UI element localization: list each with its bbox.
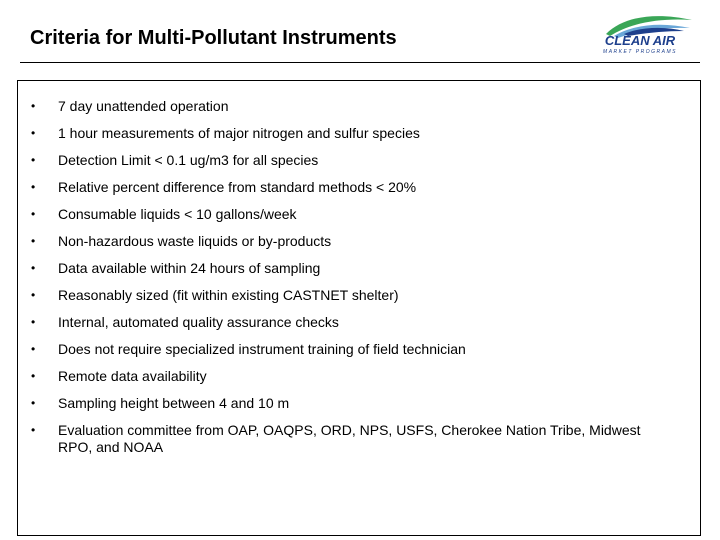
list-item-text: Internal, automated quality assurance checks xyxy=(58,314,339,330)
list-item xyxy=(18,152,700,179)
clean-air-logo xyxy=(584,12,696,58)
page-title: Criteria for Multi-Pollutant Instruments xyxy=(30,27,397,49)
list-item-text: Evaluation committee from OAP, OAQPS, ORD, NPS, USFS, Cherokee Nation Tribe, Midwest RPO, and NOAA xyxy=(58,422,641,455)
list-item xyxy=(18,233,700,260)
criteria-list xyxy=(18,98,700,456)
list-item-text: Consumable liquids < 10 gallons/week xyxy=(58,206,297,222)
list-item-text: Relative percent difference from standard methods < 20% xyxy=(58,179,417,195)
list-item xyxy=(18,314,700,341)
list-item xyxy=(18,260,700,287)
bullet-marker: • xyxy=(31,315,36,329)
bullet-marker: • xyxy=(31,396,36,410)
list-item-text: Sampling height between 4 and 10 m xyxy=(58,395,290,411)
list-item xyxy=(18,422,700,456)
list-item xyxy=(18,179,700,206)
list-item-text: Does not require specialized instrument training of field technician xyxy=(58,341,466,357)
list-item xyxy=(18,125,700,152)
list-item-text: Non-hazardous waste liquids or by-products xyxy=(58,233,332,249)
list-item xyxy=(18,287,700,314)
list-item-text: 1 hour measurements of major nitrogen and sulfur species xyxy=(58,125,420,141)
list-item-text: Detection Limit < 0.1 ug/m3 for all species xyxy=(58,152,319,168)
bullet-marker: • xyxy=(31,126,36,140)
bullet-marker: • xyxy=(31,99,36,113)
list-item xyxy=(18,341,700,368)
list-item-text: Remote data availability xyxy=(58,368,207,384)
list-item-text: Reasonably sized (fit within existing CASTNET shelter) xyxy=(58,287,399,303)
bullet-marker: • xyxy=(31,153,36,167)
list-item xyxy=(18,368,700,395)
bullet-marker: • xyxy=(31,207,36,221)
list-item-text: Data available within 24 hours of sampling xyxy=(58,260,321,276)
bullet-marker: • xyxy=(31,180,36,194)
logo-subtitle: MARKET PROGRAMS xyxy=(603,49,677,55)
logo-wordmark: CLEAN AIR xyxy=(604,33,676,48)
bullet-marker: • xyxy=(31,234,36,248)
bullet-marker: • xyxy=(31,342,36,356)
criteria-box xyxy=(17,80,701,536)
list-item-text: 7 day unattended operation xyxy=(58,98,229,114)
bullet-marker: • xyxy=(31,423,36,437)
bullet-marker: • xyxy=(31,369,36,383)
title-divider xyxy=(20,62,700,63)
list-item xyxy=(18,98,700,125)
bullet-marker: • xyxy=(31,288,36,302)
list-item xyxy=(18,395,700,422)
bullet-marker: • xyxy=(31,261,36,275)
list-item xyxy=(18,206,700,233)
